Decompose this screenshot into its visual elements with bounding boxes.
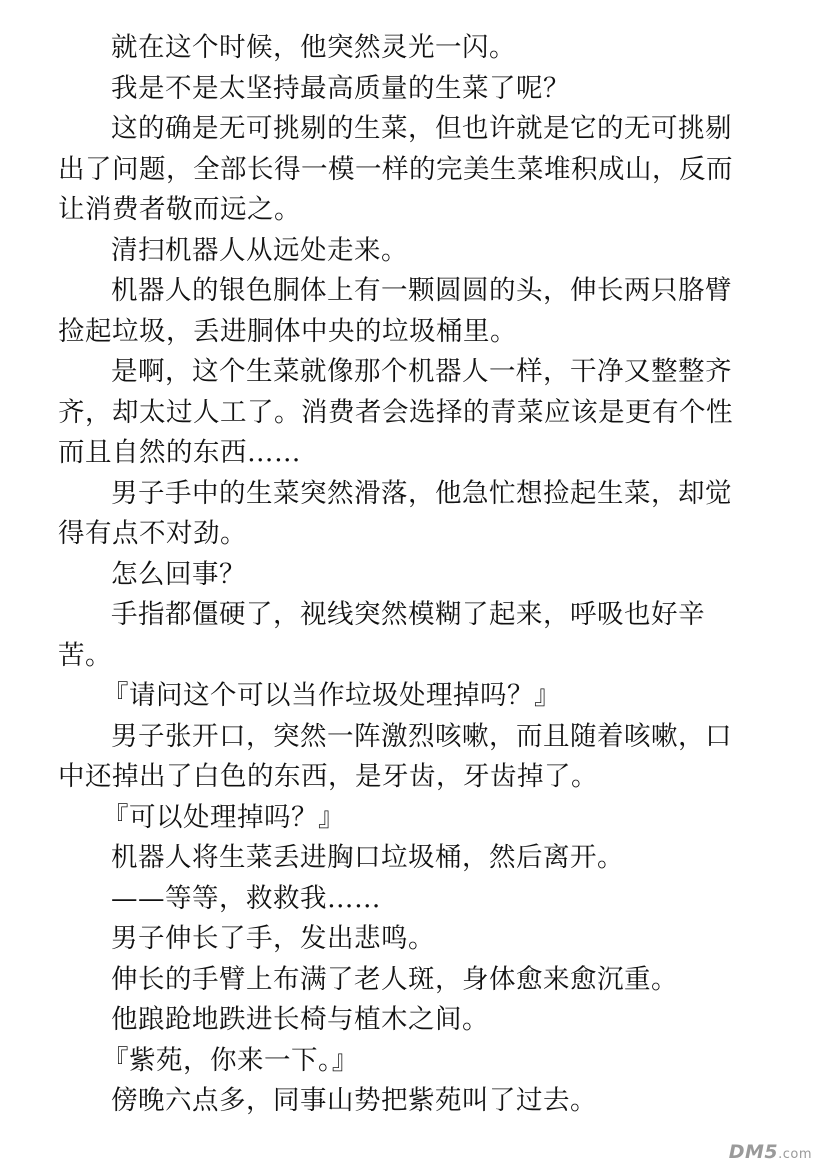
paragraph: 清扫机器人从远处走来。 — [111, 234, 408, 266]
paragraph: 这的确是无可挑剔的生菜，但也许就是它的无可挑剔出了问题，全部长得一模一样的完美生菜堆积成山，反而让消费者敬而远之。 — [58, 113, 733, 225]
paragraph: 就在这个时候，他突然灵光一闪。 — [111, 32, 516, 63]
paragraph: 伸长的手臂上布满了老人斑，身体愈来愈沉重。 — [111, 963, 678, 995]
dialogue-quote: 『请问这个可以当作垃圾处理掉吗？』 — [102, 680, 561, 711]
paragraph: 手指都僵硬了，视线突然模糊了起来，呼吸也好辛苦。 — [58, 599, 705, 671]
document-page — [58, 28, 758, 1122]
dialogue-quote: 『可以处理掉吗？』 — [102, 801, 345, 833]
paragraph: 机器人将生菜丢进胸口垃圾桶，然后离开。 — [111, 842, 624, 873]
paragraph: 怎么回事？ — [111, 558, 246, 590]
paragraph: 他踉跄地跌进长椅与植木之间。 — [111, 1004, 489, 1035]
paragraph: 男子伸长了手，发出悲鸣。 — [111, 923, 435, 954]
paragraph: 我是不是太坚持最高质量的生菜了呢？ — [111, 72, 570, 104]
dialogue-quote: 『紫苑，你来一下。』 — [102, 1044, 359, 1076]
watermark-brand: DM5 — [728, 1141, 779, 1163]
watermark-suffix: .com — [778, 1147, 812, 1162]
paragraph: 男子手中的生菜突然滑落，他急忙想捡起生菜，却觉得有点不对劲。 — [58, 477, 732, 549]
paragraph: 是啊，这个生菜就像那个机器人一样，干净又整整齐齐，却太过人工了。消费者会选择的青菜应该是更有个性而且自然的东西…… — [58, 356, 733, 468]
paragraph: 男子张开口，突然一阵激烈咳嗽，而且随着咳嗽，口中还掉出了白色的东西，是牙齿，牙齿掉了。 — [58, 720, 732, 792]
paragraph: 傍晚六点多，同事山势把紫苑叫了过去。 — [111, 1085, 597, 1116]
site-watermark-logo — [729, 1141, 812, 1163]
paragraph: ——等等，救救我…… — [111, 882, 381, 914]
paragraph: 机器人的银色胴体上有一颗圆圆的头，伸长两只胳臂捡起垃圾，丢进胴体中央的垃圾桶里。 — [58, 275, 732, 347]
